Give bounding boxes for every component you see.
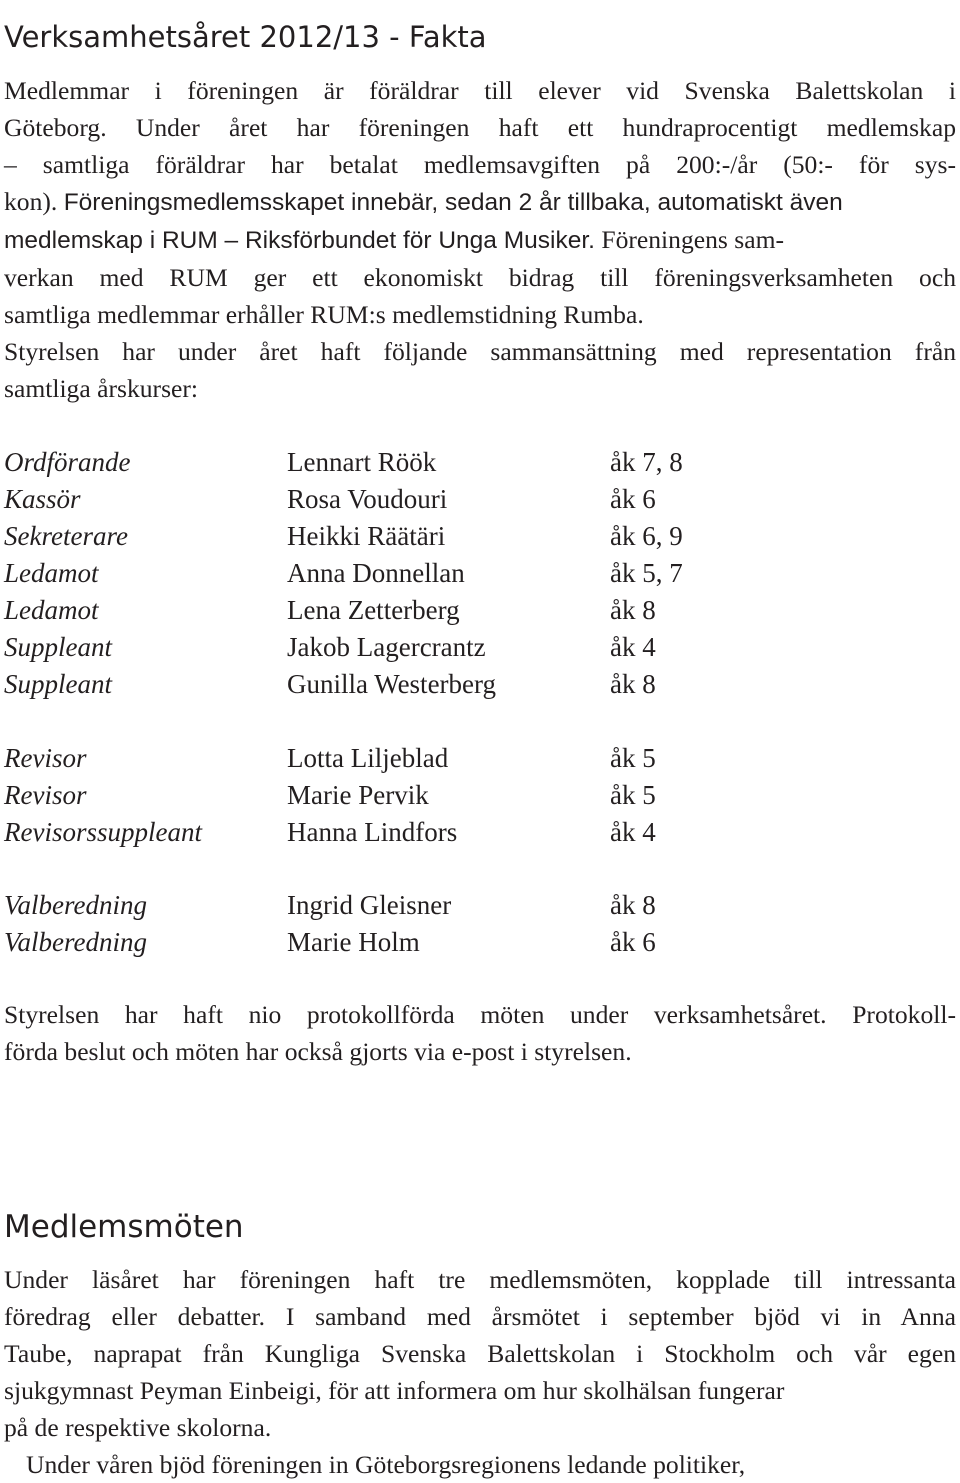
closing-paragraph (4, 996, 960, 1070)
member-name: Hanna Lindfors (287, 816, 458, 847)
member-name: Lennart Röök (287, 447, 437, 477)
text-line: Under våren bjöd föreningen in Göteborgsregionens ledande politiker, (26, 1450, 746, 1479)
member-grade: åk 8 (610, 669, 656, 699)
member-grade: åk 4 (610, 632, 656, 662)
text-line: föredrag eller debatter. I samband med årsmötet i september bjöd vi in Anna (4, 1302, 956, 1331)
meetings-paragraph (4, 1261, 960, 1483)
member-grade: åk 5 (610, 742, 656, 773)
member-grade: åk 6 (610, 927, 656, 957)
page-title: Verksamhetsåret 2012/13 - Fakta (4, 20, 487, 55)
member-name: Lena Zetterberg (287, 595, 460, 625)
role-label: Revisor (4, 779, 87, 810)
text-line: samtliga medlemmar erhåller RUM:s medlemstidning Rumba. (4, 300, 644, 329)
text-line: Styrelsen har under året haft följande sammansättning med representation från (4, 337, 956, 366)
member-grade: åk 8 (610, 595, 656, 625)
text-line: Under läsåret har föreningen haft tre medlemsmöten, kopplade till intressanta (4, 1265, 956, 1294)
member-grade: åk 5 (610, 779, 656, 810)
text-line: – samtliga föräldrar har betalat medlemsavgiften på 200:-/år (50:- för sys- (4, 150, 956, 179)
text-segment: kon). (4, 187, 64, 216)
role-label: Valberedning (4, 890, 147, 920)
role-label: Valberedning (4, 927, 147, 957)
role-label: Suppleant (4, 669, 112, 699)
role-label: Ledamot (4, 595, 99, 625)
member-name: Heikki Räätäri (287, 521, 446, 551)
text-line: förda beslut och möten har också gjorts via e-post i styrelsen. (4, 1037, 632, 1066)
text-line: verkan med RUM ger ett ekonomiskt bidrag till föreningsverksamheten och (4, 263, 956, 292)
text-segment: Föreningsmedlemsskapet innebär, sedan 2 år tillbaka, automatiskt även (63, 189, 843, 216)
role-label: Revisor (4, 742, 87, 773)
member-name: Rosa Voudouri (287, 484, 448, 514)
role-label: Kassör (4, 484, 81, 514)
member-name: Jakob Lagercrantz (287, 632, 486, 662)
member-name: Anna Donnellan (287, 558, 465, 588)
text-line: samtliga årskurser: (4, 374, 199, 403)
member-grade: åk 8 (610, 890, 656, 920)
text-line: Styrelsen har haft nio protokollförda möten under verksamhetsåret. Protokoll- (4, 1000, 956, 1029)
member-grade: åk 7, 8 (610, 447, 683, 477)
member-name: Gunilla Westerberg (287, 669, 497, 699)
text-segment: Föreningens sam- (594, 225, 785, 254)
role-label: Suppleant (4, 632, 112, 662)
text-line (4, 183, 960, 221)
text-line: Medlemmar i föreningen är föräldrar till elever vid Svenska Balettskolan i (4, 76, 956, 105)
text-line: på de respektive skolorna. (4, 1413, 272, 1442)
member-grade: åk 6, 9 (610, 521, 683, 551)
text-segment: medlemskap i RUM – Riksförbundet för Unga Musiker. (4, 227, 595, 254)
member-grade: åk 6 (610, 484, 656, 514)
member-name: Ingrid Gleisner (287, 890, 452, 920)
section-heading: Medlemsmöten (4, 1208, 244, 1245)
text-line (4, 221, 960, 259)
intro-paragraph (4, 72, 960, 407)
role-label: Ledamot (4, 558, 99, 588)
member-name: Marie Holm (287, 927, 420, 957)
member-name: Lotta Liljeblad (287, 742, 449, 773)
text-line: Göteborg. Under året har föreningen haft ett hundraprocentigt medlemskap (4, 113, 956, 142)
member-grade: åk 4 (610, 816, 656, 847)
member-name: Marie Pervik (287, 779, 429, 810)
text-line: Taube, naprapat från Kungliga Svenska Balettskolan i Stockholm och vår egen (4, 1339, 956, 1368)
role-label: Sekreterare (4, 521, 128, 551)
text-line: sjukgymnast Peyman Einbeigi, för att informera om hur skolhälsan fungerar (4, 1376, 785, 1405)
member-grade: åk 5, 7 (610, 558, 683, 588)
role-label: Revisorssuppleant (4, 816, 202, 847)
role-label: Ordförande (4, 447, 131, 477)
